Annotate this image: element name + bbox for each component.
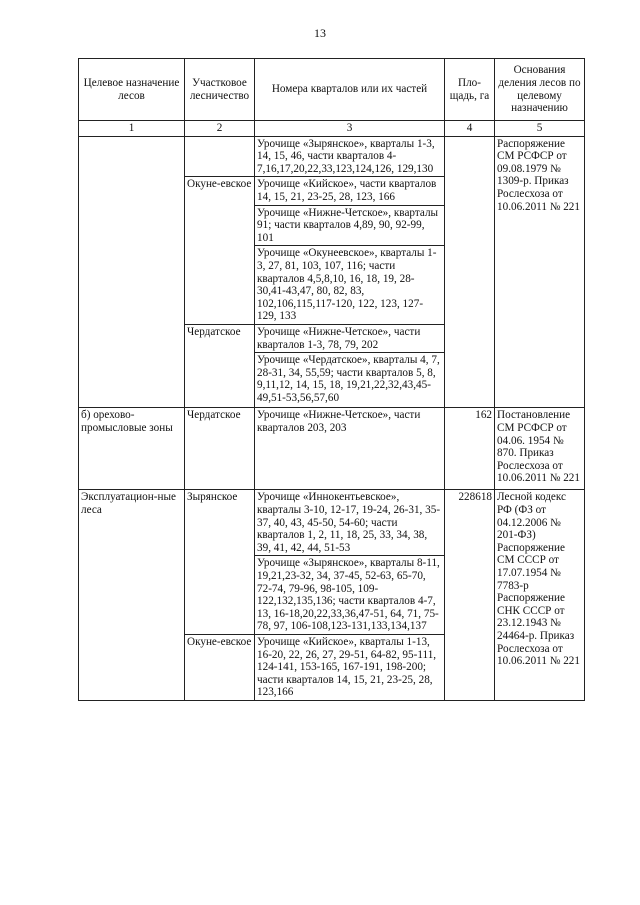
forestry-cell (185, 136, 255, 177)
header-basis: Основания деления лесов по целевому назначению (495, 59, 585, 121)
header-area: Пло-щадь, га (445, 59, 495, 121)
col-number: 4 (445, 121, 495, 137)
page-number: 13 (314, 26, 326, 40)
col-number: 2 (185, 121, 255, 137)
quarters-cell: Урочище «Окунеевское», кварталы 1-3, 27, 81, 103, 107, 116; части кварталов 4,5,8,10, 16, 18, 19, 28-30,41-43,47, 80, 82, 83, 102,106,115,117-120, 122, 123, 127-129, 133 (255, 246, 445, 325)
col-number: 1 (79, 121, 185, 137)
quarters-cell: Урочище «Кийское», кварталы 1-13, 16-20, 22, 26, 27, 29-51, 64-82, 95-111, 124-141, 153-165, 167-191, 198-200; части кварталов 14, 15, 21, 23-25, 28, 123,166 (255, 635, 445, 701)
header-forestry: Участковое лесничество (185, 59, 255, 121)
purpose-cell: Эксплуатацион-ные леса (79, 490, 185, 701)
forestry-cell: Окуне-евское (185, 177, 255, 325)
table-row (79, 136, 585, 177)
quarters-cell: Урочище «Зырянское», кварталы 8-11, 19,21,23-32, 34, 37-45, 52-63, 65-70, 72-74, 79-96, 98-105, 109-122,132,135,136; части кварталов 4-7, 13, 16-18,20,22,33,36,47-51, 64, 71, 75-78, 97, 106-108,123-131,133,134,137 (255, 556, 445, 635)
col-number: 5 (495, 121, 585, 137)
quarters-cell: Урочище «Иннокентьевское», кварталы 3-10, 12-17, 19-24, 26-31, 35-37, 40, 43, 45-50, 54-60; части кварталов 1, 2, 11, 18, 25, 33, 34, 38, 39, 41, 42, 44, 51-53 (255, 490, 445, 556)
forestry-cell: Окуне-евское (185, 635, 255, 701)
basis-cell: Постановление СМ РСФСР от 04.06. 1954 № 870. Приказ Рослесхоза от 10.06.2011 № 221 (495, 408, 585, 490)
column-number-row (79, 121, 585, 137)
header-quarters: Номера кварталов или их частей (255, 59, 445, 121)
purpose-cell (79, 136, 185, 408)
area-cell: 162 (445, 408, 495, 490)
area-cell (445, 136, 495, 408)
forestry-cell: Зырянское (185, 490, 255, 635)
forestry-cell: Чердатское (185, 324, 255, 408)
table-header-row (79, 59, 585, 121)
col-number: 3 (255, 121, 445, 137)
quarters-cell: Урочище «Нижне-Четское», кварталы 91; части кварталов 4,89, 90, 92-99, 101 (255, 205, 445, 246)
table-row (79, 490, 585, 556)
quarters-cell: Урочище «Нижне-Четское», части кварталов 203, 203 (255, 408, 445, 490)
basis-cell: Распоряжение СМ РСФСР от 09.08.1979 № 1309-р. Приказ Рослесхоза от 10.06.2011 № 221 (495, 136, 585, 408)
purpose-cell: б) орехово-промысловые зоны (79, 408, 185, 490)
table-row (79, 408, 585, 490)
quarters-cell: Урочище «Кийское», части кварталов 14, 15, 21, 23-25, 28, 123, 166 (255, 177, 445, 205)
header-purpose: Целевое назначение лесов (79, 59, 185, 121)
forest-purpose-table (78, 58, 585, 701)
quarters-cell: Урочище «Зырянское», кварталы 1-3, 14, 15, 46, части кварталов 4-7,16,17,20,22,33,123,124,126, 129,130 (255, 136, 445, 177)
area-cell: 228618 (445, 490, 495, 701)
basis-cell: Лесной кодекс РФ (ФЗ от 04.12.2006 № 201-ФЗ) Распоряжение СМ СССР от 17.07.1954 № 7783-р Распоряжение СНК СССР от 23.12.1943 № 24464-р. Приказ Рослесхоза от 10.06.2011 № 221 (495, 490, 585, 701)
quarters-cell: Урочище «Нижне-Четское», части кварталов 1-3, 78, 79, 202 (255, 324, 445, 352)
forestry-cell: Чердатское (185, 408, 255, 490)
quarters-cell: Урочище «Чердатское», кварталы 4, 7, 28-31, 34, 55,59; части кварталов 5, 8, 9,11,12, 14, 15, 18, 19,21,22,32,43,45-49,51-53,56,57,60 (255, 353, 445, 408)
